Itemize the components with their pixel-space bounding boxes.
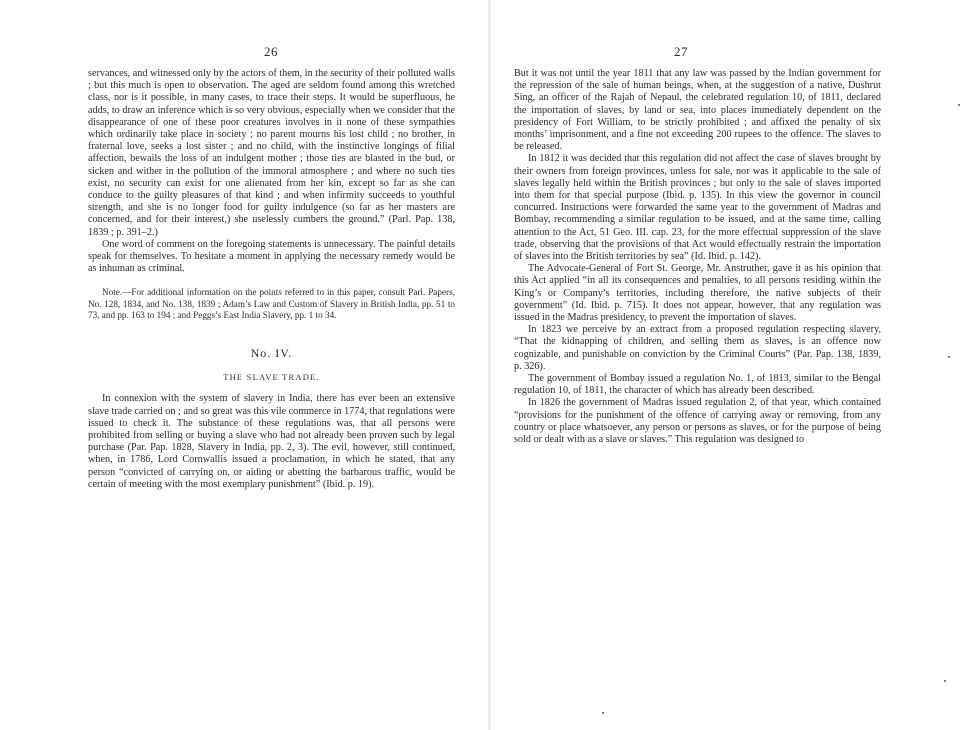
page-number-right: 27 [674, 44, 688, 59]
right-text-column [514, 68, 881, 446]
paper-speck [948, 356, 950, 358]
paragraph: The government of Bombay issued a regulation No. 1, of 1813, similar to the Bengal regulation 10, of 1811, the character of which has already been described. [514, 373, 881, 397]
paragraph: But it was not until the year 1811 that any law was passed by the Indian government for the repression of the sale of human beings, when, at the suggestion of a native, Dushrut Sing, an officer of the Rajah of Nepaul, the celebrated regulation 10, of 1811, declared the importation of slaves, by land or sea, into places immediately dependent on the presidency of Fort William, to be strictly prohibited ; and affixed the penalty of six months’ imprisonment, and a fine not exceeding 200 rupees to the offence. The slaves to be released. [514, 68, 881, 153]
paragraph: The Advocate-General of Fort St. George, Mr. Anstruther, gave it as his opinion that this Act applied “in all its consequences and penalties, to all persons residing within the King’s or Company’s territories, including therefore, the native subjects of their government” (Id. Ibid. p. 715). It does not appear, however, that any regulation was issued in the Madras presidency, to prevent the importation of slaves. [514, 263, 881, 324]
paper-speck [944, 680, 946, 682]
footnote: Note.—For additional information on the points referred to in this paper, consult Parl. Papers, No. 128, 1834, and No. 138, 1839 ; Adam’s Law and Custom of Slavery in British India, pp. 51 to 73, and pp. 163 to 194 ; and Peggs’s East India Slavery, pp. 1 to 34. [88, 287, 455, 320]
paragraph: servances, and witnessed only by the actors of them, in the security of their polluted walls ; but this much is open to observation. The aged are seldom found among this wretched class, nor is it possible, in many cases, to trace their steps. It would be superfluous, he adds, to draw an inference which is so very obvious, especially when we consider that the disappearance of one of these poor creatures involves in it none of these sympathies which ordinarily take place in society ; no parent mourns his lost child ; no brother, in fraternal love, seeks a lost sister ; and no child, with the instinctive longings of filial affection, bewails the loss of an indulgent mother ; those ties are blasted in the bud, or sicken and wither in the pollution of the immoral atmosphere ; and where no such ties exist, no security can exist for one alienated from her kin, except so far as she can conduce to the guilty pleasures of that kind ; and when infirmity succeeds to youthful strength, and she is no longer food for guilty indulgence (so far as her masters are concerned, and for their interest,) she uselessly cumbers the ground.” (Parl. Pap. 138, 1839 ; p. 391–2.) [88, 68, 455, 238]
left-text-column [88, 68, 455, 491]
right-page [490, 0, 980, 730]
paragraph: In connexion with the system of slavery in India, there has ever been an extensive slave trade carried on ; and so great was this vile commerce in 1774, that regulations were issued to check it. The substance of these regulations was, that all persons were prohibited from selling or buying a slave who had not already been proven such by legal purchase (Par. Pap. 1828, Slavery in India, pp. 2, 3). The evil, however, still continued, when, in 1786, Lord Cornwallis issued a proclamation, in which he stated, that any person “convicted of carrying on, or aiding or abetting the barbarous traffic, would be certain of meeting with the most exemplary punishment” (Ibid. p. 19). [88, 393, 455, 490]
paragraph: In 1823 we perceive by an extract from a proposed regulation respecting slavery, “That the kidnapping of children, and selling them as slaves, is an offence now cognizable, and punishable on conviction by the Criminal Courts” (Par. Pap. 138, 1839, p. 326). [514, 324, 881, 372]
section-subheading: THE SLAVE TRADE. [223, 372, 320, 383]
paper-speck [958, 104, 960, 106]
page-number-left: 26 [264, 44, 278, 59]
section-heading: No. IV. [250, 346, 293, 361]
paper-speck [602, 712, 604, 714]
paragraph: In 1826 the government of Madras issued regulation 2, of that year, which contained “provisions for the punishment of the offence of carrying away or removing, from any country or place whatsoever, any person or persons as slaves, or for the purpose of being sold or dealt with as a slave or slaves.” This regulation was designed to [514, 397, 881, 446]
paragraph: In 1812 it was decided that this regulation did not affect the case of slaves brought by their owners from foreign provinces, unless for sale, nor was it applicable to the sale of slaves legally held within the British provinces ; but only to the sale of slaves imported into them for that special purpose (Ibid. p. 135). In this view the governor in council concurred. Instructions were forwarded the same year to the government of Madras and Bombay, recommending a similar regulation to be issued, and at the same time, calling attention to the Act, 51 Geo. III. cap. 23, for the more effectual suppression of the slave trade, observing that the provisions of that Act would effectually restrain the importation of slaves into the British territories by sea” (Id. Ibid. p. 142). [514, 153, 881, 263]
paragraph: One word of comment on the foregoing statements is unnecessary. The painful details speak for themselves. To hesitate a moment in applying the necessary remedy would be as inhuman as criminal. [88, 238, 455, 275]
